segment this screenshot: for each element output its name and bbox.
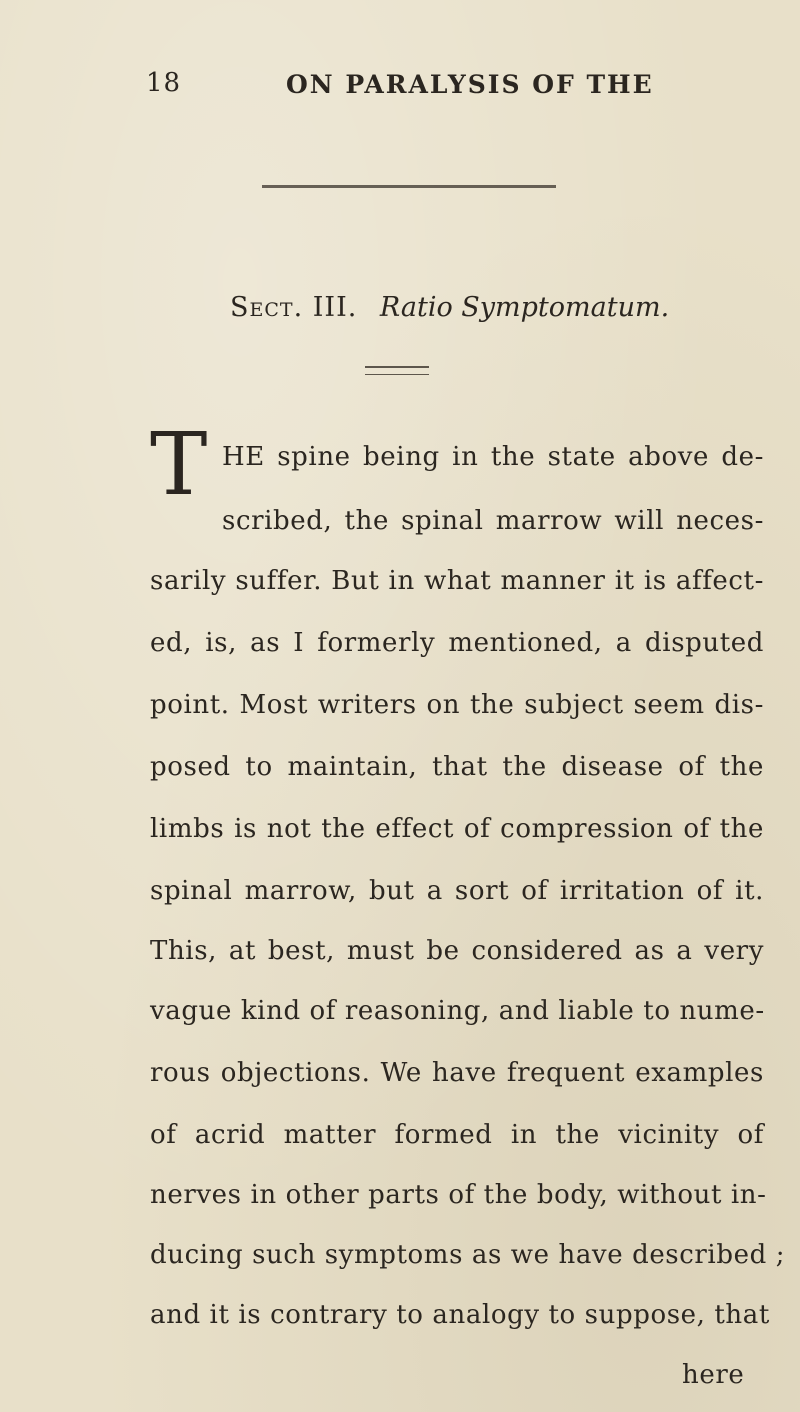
running-title: ON PARALYSIS OF THE (286, 70, 654, 99)
text-line: limbs is not the effect of compression of the (150, 814, 764, 844)
page-number: 18 (146, 68, 182, 98)
section-label: Sect. III. (230, 292, 358, 323)
text-line: posed to maintain, that the disease of the (150, 752, 764, 782)
running-head (0, 68, 800, 108)
text-line: vague kind of reasoning, and liable to nume- (150, 996, 765, 1026)
section-title: Ratio Symptomatum. (379, 292, 670, 323)
section-rule (365, 366, 429, 375)
text-line: and it is contrary to analogy to suppose, that (150, 1300, 770, 1330)
text-line: sarily suffer. But in what manner it is affect- (150, 566, 764, 596)
text-line: spinal marrow, but a sort of irritation of it. (150, 876, 764, 906)
text-line: HE spine being in the state above de- (222, 442, 764, 472)
text-line: ducing such symptoms as we have described ; (150, 1240, 786, 1270)
section-heading (230, 292, 670, 323)
catchword: here (682, 1360, 745, 1390)
drop-cap: T (150, 415, 208, 515)
text-line: scribed, the spinal marrow will neces- (222, 506, 764, 536)
text-line: rous objections. We have frequent examples (150, 1058, 764, 1088)
text-line: of acrid matter formed in the vicinity of (150, 1120, 764, 1150)
text-line: ed, is, as I formerly mentioned, a disputed (150, 628, 764, 658)
text-line: point. Most writers on the subject seem dis- (150, 690, 764, 720)
text-line: nerves in other parts of the body, without in- (150, 1180, 767, 1210)
header-rule (262, 185, 556, 188)
text-line: This, at best, must be considered as a very (150, 936, 764, 966)
